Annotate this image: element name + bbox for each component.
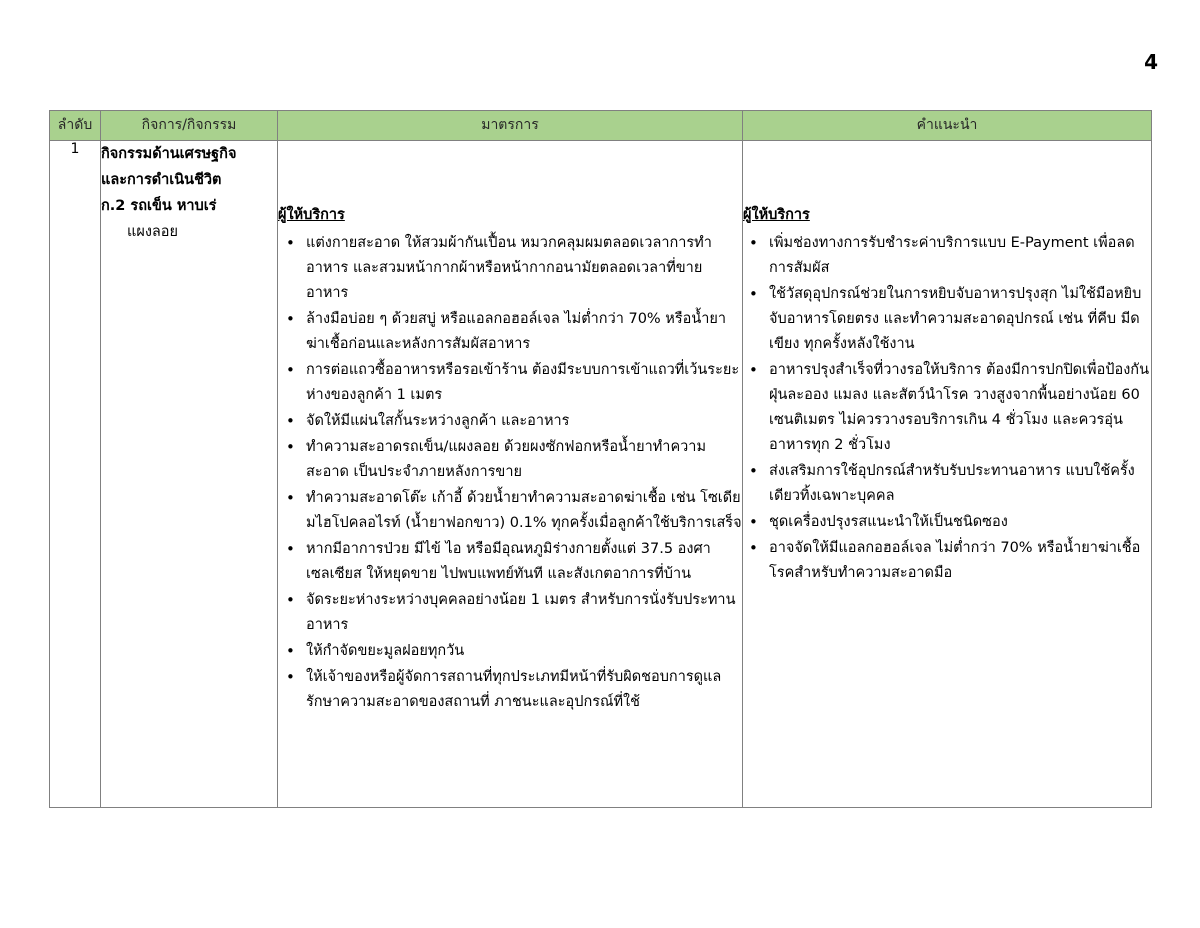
list-item: • ให้เจ้าของหรือผู้จัดการสถานที่ทุกประเภทมีหน้าที่รับผิดชอบการดูแลรักษาความสะอาดของสถานที่ ภาชนะและอุปกรณ์ที่ใช้	[278, 665, 742, 715]
cell-order-number: 1	[50, 141, 101, 808]
column-header-measure: มาตรการ	[278, 111, 743, 141]
advice-bullet-list	[743, 231, 1151, 586]
table-header-row	[50, 111, 1152, 141]
column-header-order: ลำดับ	[50, 111, 101, 141]
cell-activity	[101, 141, 278, 808]
list-item: • ส่งเสริมการใช้อุปกรณ์สำหรับรับประทานอาหาร แบบใช้ครั้งเดียวทิ้งเฉพาะบุคคล	[743, 459, 1151, 509]
advice-section-title: ผู้ให้บริการ	[743, 207, 810, 223]
list-item: • เพิ่มช่องทางการรับชำระค่าบริการแบบ E-Payment เพื่อลดการสัมผัส	[743, 231, 1151, 281]
list-item: • ให้กำจัดขยะมูลฝอยทุกวัน	[278, 639, 742, 664]
column-header-activity: กิจการ/กิจกรรม	[101, 111, 278, 141]
list-item: • อาหารปรุงสำเร็จที่วางรอให้บริการ ต้องมีการปกปิดเพื่อป้องกันฝุ่นละออง แมลง และสัตว์นำโรค วางสูงจากพื้นอย่างน้อย 60 เซนติเมตร ไม่ควรวางรอบริการเกิน 4 ชั่วโมง และควรอุ่นอาหารทุก 2 ชั่วโมง	[743, 358, 1151, 458]
table-body	[50, 141, 1152, 808]
table-row	[50, 141, 1152, 808]
activity-line-2: และการดำเนินชีวิต	[101, 172, 222, 188]
cell-measure	[278, 141, 743, 808]
column-header-advice: คำแนะนำ	[743, 111, 1152, 141]
cell-advice	[743, 141, 1152, 808]
activity-line-4: แผงลอย	[127, 224, 179, 240]
activity-line-1: กิจกรรมด้านเศรษฐกิจ	[101, 146, 237, 162]
list-item: • หากมีอาการป่วย มีไข้ ไอ หรือมีอุณหภูมิร่างกายตั้งแต่ 37.5 องศาเซลเซียส ให้หยุดขาย ไปพบแพทย์ทันที และสังเกตอาการที่บ้าน	[278, 537, 742, 587]
list-item: • แต่งกายสะอาด ให้สวมผ้ากันเปื้อน หมวกคลุมผมตลอดเวลาการทำอาหาร และสวมหน้ากากผ้าหรือหน้ากากอนามัยตลอดเวลาที่ขายอาหาร	[278, 231, 742, 306]
page-number: 4	[1144, 50, 1158, 74]
list-item: • การต่อแถวซื้ออาหารหรือรอเข้าร้าน ต้องมีระบบการเข้าแถวที่เว้นระยะห่างของลูกค้า 1 เมตร	[278, 358, 742, 408]
measure-bullet-list	[278, 231, 742, 715]
list-item: • จัดระยะห่างระหว่างบุคคลอย่างน้อย 1 เมตร สำหรับการนั่งรับประทานอาหาร	[278, 588, 742, 638]
measures-table	[49, 110, 1152, 808]
table-header	[50, 111, 1152, 141]
list-item: • ชุดเครื่องปรุงรสแนะนำให้เป็นชนิดซอง	[743, 510, 1151, 535]
list-item: • อาจจัดให้มีแอลกอฮอล์เจล ไม่ต่ำกว่า 70% หรือน้ำยาฆ่าเชื้อโรคสำหรับทำความสะอาดมือ	[743, 536, 1151, 586]
list-item: • ใช้วัสดุอุปกรณ์ช่วยในการหยิบจับอาหารปรุงสุก ไม่ใช้มือหยิบจับอาหารโดยตรง และทำความสะอาดอุปกรณ์ เช่น ที่คีบ มีด เขียง ทุกครั้งหลังใช้งาน	[743, 282, 1151, 357]
measure-section-title: ผู้ให้บริการ	[278, 207, 345, 223]
list-item: • ทำความสะอาดรถเข็น/แผงลอย ด้วยผงซักฟอกหรือน้ำยาทำความสะอาด เป็นประจำภายหลังการขาย	[278, 435, 742, 485]
list-item: • ล้างมือบ่อย ๆ ด้วยสบู่ หรือแอลกอฮอล์เจล ไม่ต่ำกว่า 70% หรือน้ำยาฆ่าเชื้อก่อนและหลังการสัมผัสอาหาร	[278, 307, 742, 357]
activity-line-3: ก.2 รถเข็น หาบเร่	[101, 198, 217, 214]
list-item: • ทำความสะอาดโต๊ะ เก้าอี้ ด้วยน้ำยาทำความสะอาดฆ่าเชื้อ เช่น โซเดียมไฮโปคลอไรท์ (น้ำยาฟอกขาว) 0.1% ทุกครั้งเมื่อลูกค้าใช้บริการเสร็จ	[278, 486, 742, 536]
list-item: • จัดให้มีแผ่นใสกั้นระหว่างลูกค้า และอาหาร	[278, 409, 742, 434]
